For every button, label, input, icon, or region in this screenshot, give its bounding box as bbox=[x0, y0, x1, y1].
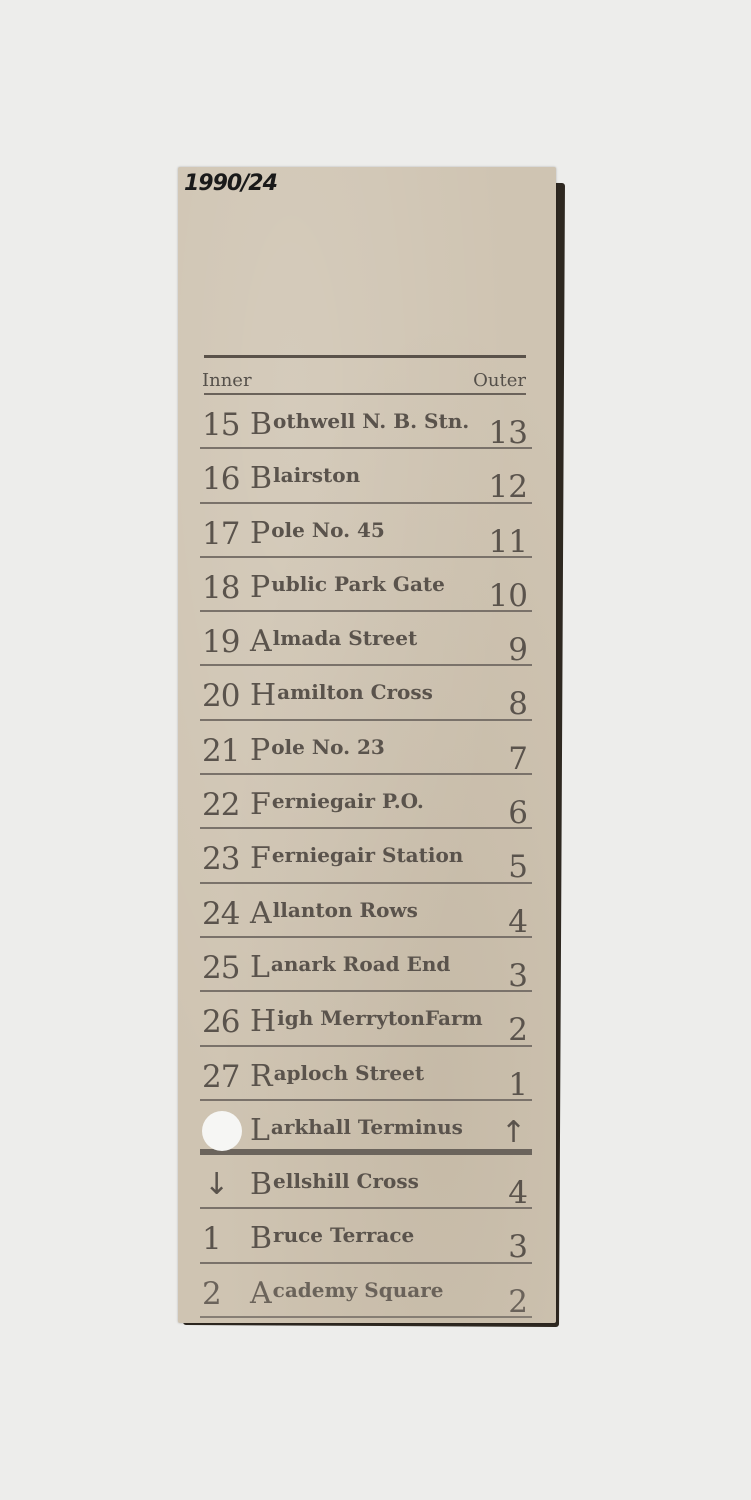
terminus-name: Larkhall Terminus bbox=[250, 1112, 463, 1148]
inner-stage-number: 18 bbox=[202, 569, 240, 606]
tram-ticket bbox=[178, 167, 556, 1323]
stop-name: Almada Street bbox=[250, 624, 418, 660]
inner-stage-number: 20 bbox=[202, 678, 240, 715]
outer-stage-number: 3 bbox=[508, 1229, 528, 1266]
inner-stage-number: 15 bbox=[202, 407, 240, 443]
stop-name: Pole No. 45 bbox=[250, 515, 385, 551]
stop-name: Academy Square bbox=[250, 1275, 444, 1311]
outer-stage-number: 13 bbox=[488, 415, 528, 451]
stop-name: Allanton Rows bbox=[250, 895, 418, 931]
stage-row bbox=[200, 884, 532, 938]
stage-row bbox=[200, 1047, 532, 1101]
stage-list bbox=[200, 395, 532, 1318]
outer-stage-number: 12 bbox=[488, 469, 528, 506]
terminus-row bbox=[200, 1101, 532, 1155]
handwritten-reference: 1990/24 bbox=[184, 171, 277, 196]
ticket-header bbox=[202, 363, 526, 391]
outer-stage-number: 2 bbox=[508, 1012, 528, 1049]
stop-name: Ferniegair P.O. bbox=[250, 787, 424, 823]
return-stage-row bbox=[200, 1209, 532, 1266]
top-rule bbox=[204, 355, 526, 358]
punch-hole bbox=[202, 1111, 242, 1151]
inner-stage-number: 1 bbox=[202, 1221, 221, 1258]
stop-name: Lanark Road End bbox=[250, 949, 451, 985]
inner-stage-number: 2 bbox=[202, 1275, 221, 1312]
stage-row bbox=[200, 449, 532, 506]
stage-row bbox=[200, 504, 532, 558]
outer-stage-number: 11 bbox=[488, 523, 528, 560]
stage-row bbox=[200, 558, 532, 612]
outer-stage-number: 4 bbox=[508, 1175, 528, 1212]
stage-row bbox=[200, 395, 532, 449]
outer-stage-number: 9 bbox=[508, 632, 528, 669]
inner-stage-number: 16 bbox=[202, 461, 240, 498]
stage-row bbox=[200, 775, 532, 832]
outer-stage-number: 7 bbox=[508, 740, 528, 777]
stage-row bbox=[200, 666, 532, 723]
stage-row bbox=[200, 612, 532, 669]
outer-stage-number: 1 bbox=[508, 1066, 528, 1103]
stop-name: Bellshill Cross bbox=[250, 1167, 419, 1203]
stop-name: Pole No. 23 bbox=[250, 732, 385, 768]
inner-stage-number: 21 bbox=[202, 732, 240, 769]
inner-stage-number: 26 bbox=[202, 1004, 240, 1041]
stage-row bbox=[200, 721, 532, 775]
outer-stage-number: 4 bbox=[508, 903, 528, 940]
inner-stage-number: 19 bbox=[202, 624, 240, 661]
down-arrow-icon: ↓ bbox=[204, 1167, 230, 1203]
stage-row bbox=[200, 938, 532, 992]
outer-stage-number: 10 bbox=[488, 577, 528, 614]
up-arrow-icon: ↑ bbox=[500, 1114, 526, 1150]
outer-column-label: Outer bbox=[473, 370, 526, 391]
stop-name: High MerrytonFarm bbox=[250, 1004, 483, 1040]
stop-name: Ferniegair Station bbox=[250, 841, 464, 877]
stop-name: Raploch Street bbox=[250, 1058, 425, 1094]
outer-stage-number: 2 bbox=[508, 1283, 528, 1320]
inner-stage-number: 23 bbox=[202, 841, 240, 878]
inner-stage-number: 25 bbox=[202, 949, 240, 986]
inner-stage-number: 24 bbox=[202, 895, 240, 932]
stop-name: Hamilton Cross bbox=[250, 678, 433, 714]
inner-stage-number: 22 bbox=[202, 787, 240, 824]
outer-stage-number: 8 bbox=[508, 686, 528, 723]
inner-stage-number: 17 bbox=[202, 515, 240, 552]
return-stage-row bbox=[200, 1264, 532, 1318]
inner-stage-number: 27 bbox=[202, 1058, 240, 1095]
stop-name: Blairston bbox=[250, 461, 361, 497]
inner-column-label: Inner bbox=[202, 370, 252, 391]
stop-name: Bruce Terrace bbox=[250, 1221, 415, 1257]
stage-row bbox=[200, 992, 532, 1049]
stop-name: Bothwell N. B. Stn. bbox=[250, 407, 470, 442]
outer-stage-number: 3 bbox=[508, 957, 528, 994]
stage-row bbox=[200, 829, 532, 886]
outer-stage-number: 5 bbox=[508, 849, 528, 886]
outer-stage-number: 6 bbox=[508, 795, 528, 832]
return-stage-row bbox=[200, 1155, 532, 1212]
stop-name: Public Park Gate bbox=[250, 569, 445, 605]
